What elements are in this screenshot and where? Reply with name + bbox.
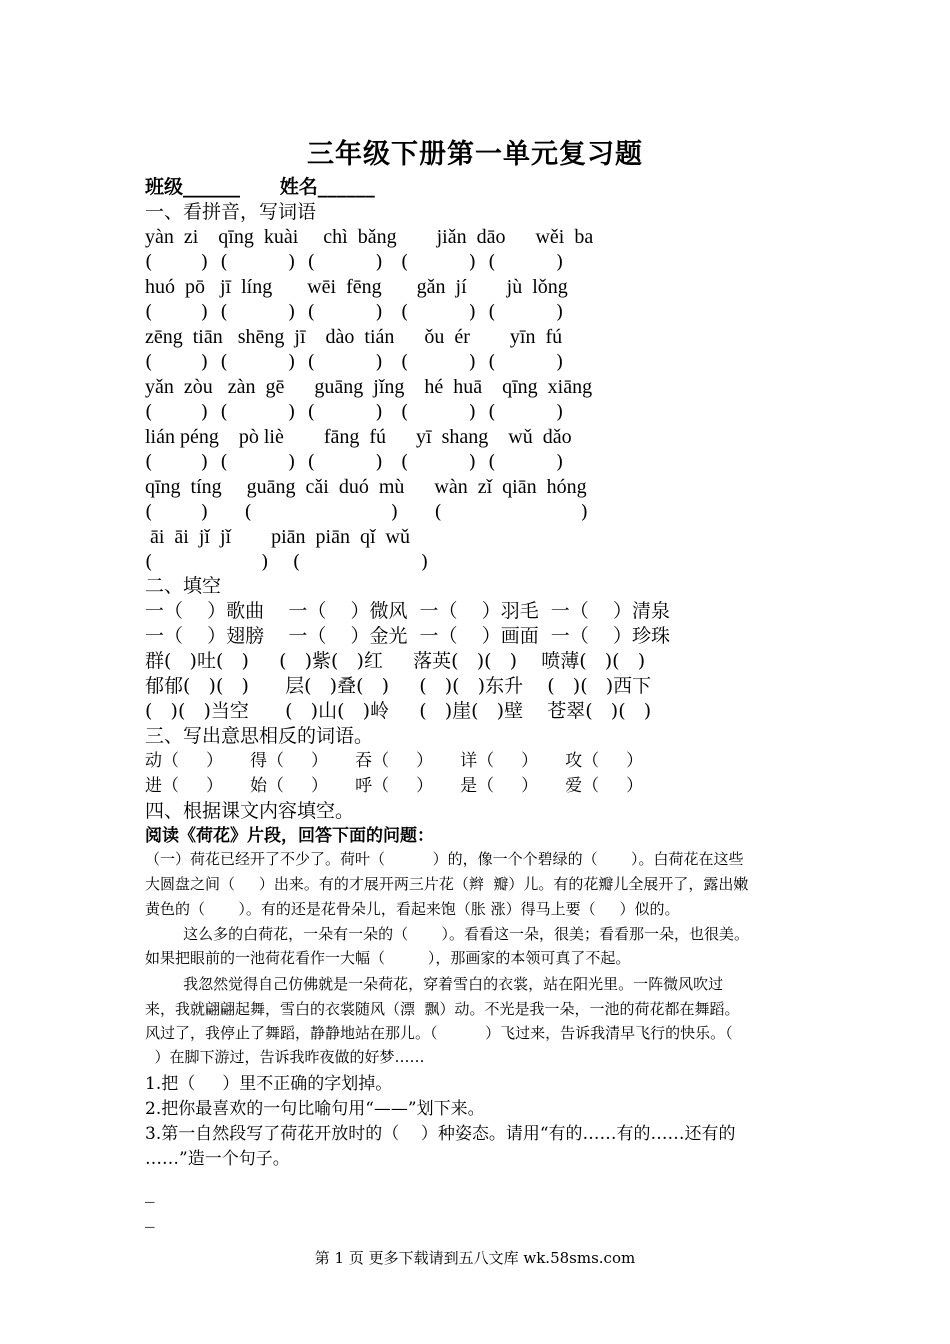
question-line: 2.把你最喜欢的一句比喻句用“——”划下来。 <box>145 1099 485 1119</box>
pinyin-row: lián péng pò liè fāng fú yī shang wǔ dǎo <box>145 426 572 448</box>
question-line: 3.第一自然段写了荷花开放时的（ ）种姿态。请用“有的……有的……还有的 <box>145 1124 736 1144</box>
page-footer: 第 1 页 更多下载请到五八文库 wk.58sms.com <box>314 1249 636 1267</box>
blank-row: ( ) ( ) ( ) ( ) ( ) <box>145 251 564 273</box>
pinyin-row: yàn zi qīng kuài chì bǎng jiǎn dāo wěi ba <box>145 226 594 248</box>
fill-line: 一（ ）歌曲 一（ ）微风 一（ ）羽毛 一（ ）清泉 <box>145 600 670 622</box>
fill-line: 群( )吐( ) ( )紫( )红 落英( )( ) 喷薄( )( ) <box>145 650 646 672</box>
pinyin-row: yǎn zòu zàn gē guāng jǐng hé huā qīng xiāng <box>145 376 593 398</box>
blank-row: ( ) ( ) ( ) ( ) ( ) <box>145 351 564 373</box>
fill-line: 郁郁( )( ) 层( )叠( ) ( )( )东升 ( )( )西下 <box>145 675 652 697</box>
answer-line: _ <box>145 1206 155 1228</box>
fill-line: ( )( )当空 ( )山( )岭 ( )崖( )壁 苍翠( )( ) <box>145 700 652 722</box>
question-line: ……”造一个句子。 <box>145 1149 290 1169</box>
pinyin-row: āi āi jǐ jǐ piān piān qǐ wǔ <box>145 526 410 548</box>
blank-row: ( ) ( ) ( ) ( ) ( ) <box>145 401 564 423</box>
answer-line: _ <box>145 1181 155 1203</box>
passage-line: 黄色的（ ）。有的还是花骨朵儿，看起来饱（胀 涨）得马上要（ ）似的。 <box>145 900 680 918</box>
blank-row: ( ) ( ) <box>145 551 429 573</box>
blank-row: ( ) ( ) ( ) <box>145 501 589 523</box>
passage-line: 大圆盘之间（ ）出来。有的才展开两三片花（辫 瓣）儿。有的花瓣儿全展开了，露出嫩 <box>145 875 749 893</box>
antonym-line: 进（ ） 始（ ） 呼（ ） 是（ ） 爱（ ） <box>145 776 644 796</box>
passage-line: ）在脚下游过，告诉我昨夜做的好梦…… <box>145 1048 425 1066</box>
passage-line: 如果把眼前的一池荷花看作一大幅（ ），那画家的本领可真了不起。 <box>145 949 631 967</box>
passage-line: 我忽然觉得自己仿佛就是一朵荷花，穿着雪白的衣裳，站在阳光里。一阵微风吹过 <box>145 975 724 993</box>
passage-line: 来，我就翩翩起舞，雪白的衣裳随风（漂 飘）动。不光是我一朵，一池的荷花都在舞蹈。 <box>145 1000 740 1018</box>
question-line: 1.把（ ）里不正确的字划掉。 <box>145 1074 393 1094</box>
passage-line: 这么多的白荷花，一朵有一朵的（ ）。看看这一朵，很美；看看那一朵，也很美。 <box>145 925 750 943</box>
reading-title: 阅读《荷花》片段，回答下面的问题： <box>145 826 434 846</box>
passage-line: （一）荷花已经开了不少了。荷叶（ ）的，像一个个碧绿的（ ）。白荷花在这些 <box>145 850 744 868</box>
pinyin-row: qīng tíng guāng cǎi duó mù wàn zǐ qiān hóng <box>145 476 587 498</box>
fill-line: 一（ ）翅膀 一（ ）金光 一（ ）画面 一（ ）珍珠 <box>145 625 670 647</box>
pinyin-row: zēng tiān shēng jī dào tián ǒu ér yīn fú <box>145 326 563 348</box>
section4-heading: 四、根据课文内容填空。 <box>145 800 355 822</box>
passage-line: 风过了，我停止了舞蹈，静静地站在那儿。（ ）飞过来，告诉我清早飞行的快乐。（ <box>145 1024 733 1042</box>
section1-heading: 一、看拼音，写词语 <box>145 201 317 223</box>
class-name-line: 班级______ 姓名______ <box>145 176 375 198</box>
section2-heading: 二、填空 <box>145 575 222 597</box>
section3-heading: 三、写出意思相反的词语。 <box>145 725 374 747</box>
blank-row: ( ) ( ) ( ) ( ) ( ) <box>145 301 564 323</box>
page-title: 三年级下册第一单元复习题 <box>307 139 643 170</box>
pinyin-row: huó pō jī líng wēi fēng gǎn jí jù lǒng <box>145 276 568 298</box>
blank-row: ( ) ( ) ( ) ( ) ( ) <box>145 451 564 473</box>
antonym-line: 动（ ） 得（ ） 吞（ ） 详（ ） 攻（ ） <box>145 751 644 771</box>
